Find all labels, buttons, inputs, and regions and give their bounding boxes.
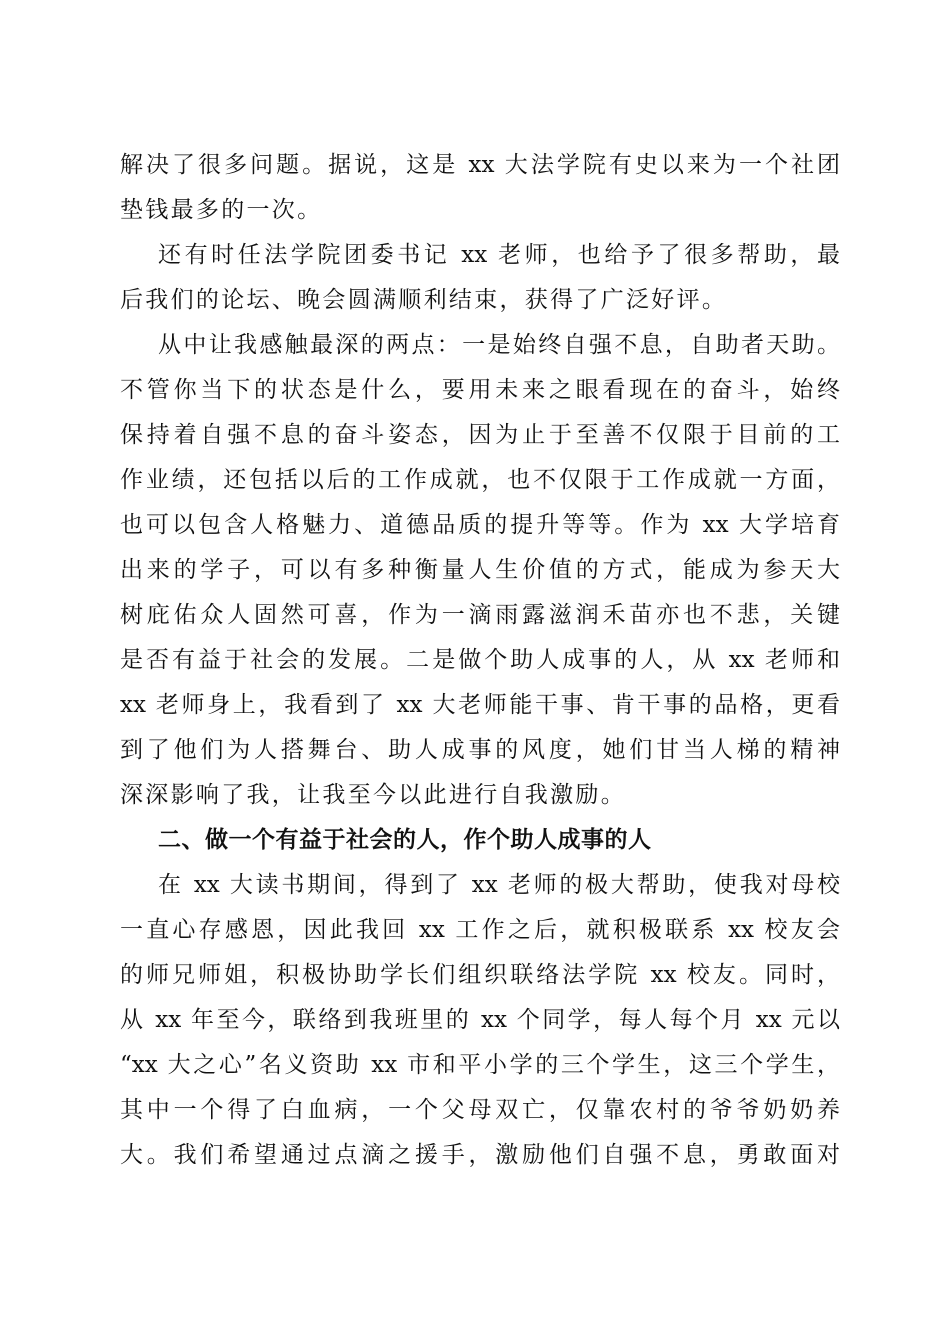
text-line: “xx 大之心”名义资助 xx 市和平小学的三个学生，这三个学生， bbox=[120, 1052, 840, 1078]
text-line: xx 老师身上，我看到了 xx 大老师能干事、肯干事的品格，更看 bbox=[120, 692, 840, 718]
text-line: 也可以包含人格魅力、道德品质的提升等等。作为 xx 大学培育 bbox=[120, 512, 840, 538]
text-line: 解决了很多问题。据说，这是 xx 大法学院有史以来为一个社团 bbox=[120, 152, 840, 178]
text-line: 的师兄师姐，积极协助学长们组织联络法学院 xx 校友。同时， bbox=[120, 962, 840, 988]
text-line: 树庇佑众人固然可喜，作为一滴雨露滋润禾苗亦也不悲，关键 bbox=[120, 602, 840, 628]
text-line: 是否有益于社会的发展。二是做个助人成事的人，从 xx 老师和 bbox=[120, 647, 840, 673]
text-line: 在 xx 大读书期间，得到了 xx 老师的极大帮助，使我对母校 bbox=[158, 872, 840, 898]
text-line: 深深影响了我，让我至今以此进行自我激励。 bbox=[120, 782, 626, 808]
text-line: 大。我们希望通过点滴之援手，激励他们自强不息，勇敢面对 bbox=[120, 1142, 840, 1168]
text-line: 后我们的论坛、晚会圆满顺利结束，获得了广泛好评。 bbox=[120, 287, 728, 313]
text-line: 不管你当下的状态是什么，要用未来之眼看现在的奋斗，始终 bbox=[120, 377, 840, 403]
text-line: 保持着自强不息的奋斗姿态，因为止于至善不仅限于目前的工 bbox=[120, 422, 840, 448]
text-line: 到了他们为人搭舞台、助人成事的风度，她们甘当人梯的精神 bbox=[120, 737, 840, 763]
text-line: 还有时任法学院团委书记 xx 老师，也给予了很多帮助，最 bbox=[158, 242, 840, 268]
text-line: 垫钱最多的一次。 bbox=[120, 197, 323, 223]
text-line: 其中一个得了白血病，一个父母双亡，仅靠农村的爷爷奶奶养 bbox=[120, 1097, 840, 1123]
text-line: 从中让我感触最深的两点：一是始终自强不息，自助者天助。 bbox=[158, 332, 840, 358]
text-line: 作业绩，还包括以后的工作成就，也不仅限于工作成就一方面， bbox=[120, 467, 840, 493]
text-line: 从 xx 年至今，联络到我班里的 xx 个同学，每人每个月 xx 元以 bbox=[120, 1007, 840, 1033]
text-line: 出来的学子，可以有多种衡量人生价值的方式，能成为参天大 bbox=[120, 557, 840, 583]
text-line: 一直心存感恩，因此我回 xx 工作之后，就积极联系 xx 校友会 bbox=[120, 917, 840, 943]
section-heading: 二、做一个有益于社会的人，作个助人成事的人 bbox=[158, 827, 652, 853]
